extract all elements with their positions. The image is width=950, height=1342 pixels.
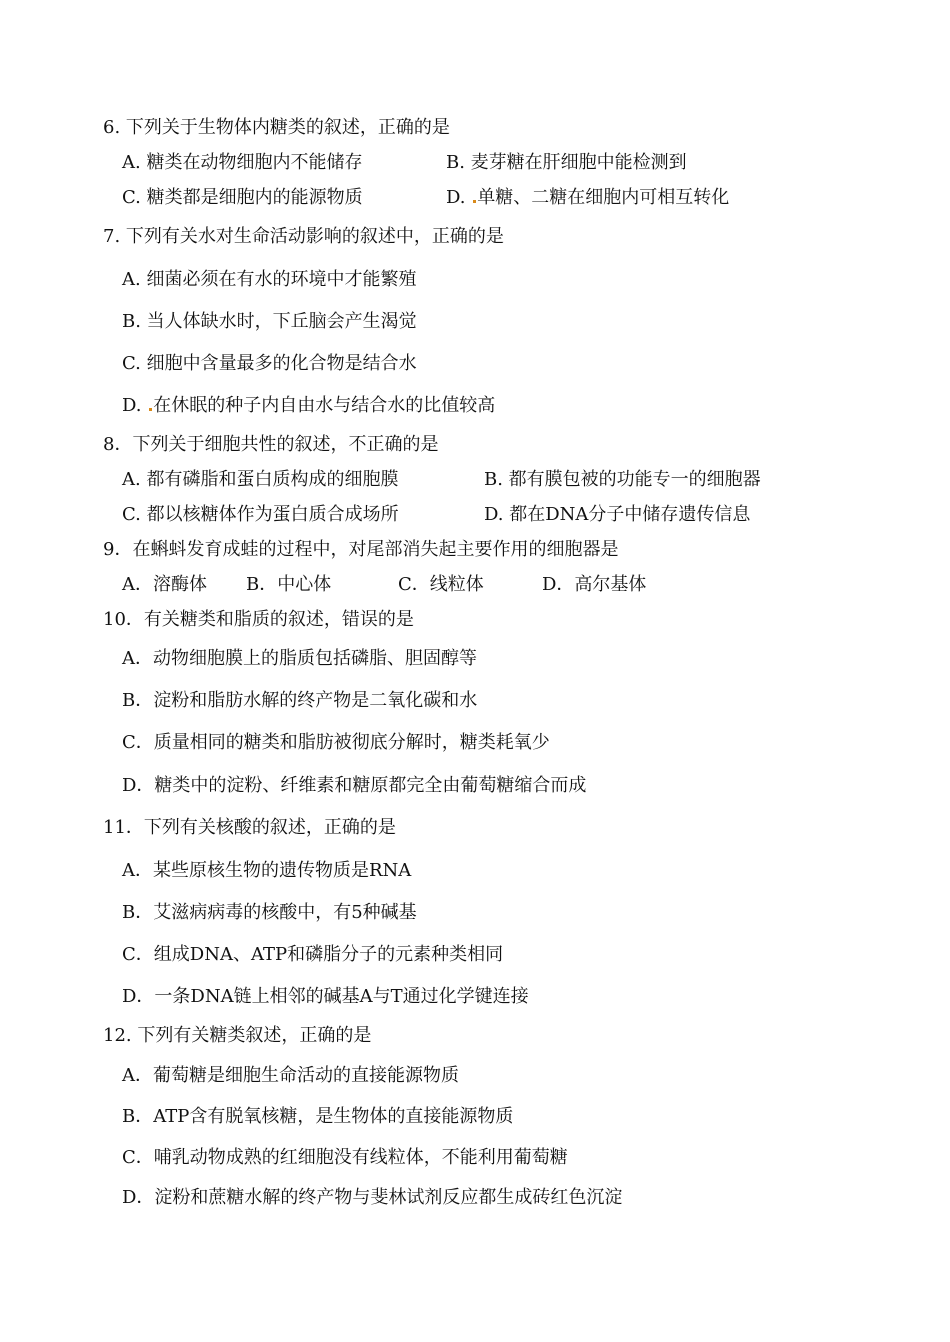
question-6-stem: 6. 下列关于生物体内糖类的叙述，正确的是 bbox=[103, 117, 450, 138]
question-10-option-a: A．动物细胞膜上的脂质包括磷脂、胆固醇等 bbox=[122, 648, 477, 669]
question-11-option-d: D．一条DNA链上相邻的碱基A与T通过化学键连接 bbox=[122, 986, 529, 1007]
question-8-option-a: A. 都有磷脂和蛋白质构成的细胞膜 bbox=[122, 469, 399, 490]
question-6-option-a: A. 糖类在动物细胞内不能储存 bbox=[122, 152, 363, 173]
question-11-option-b: B．艾滋病病毒的核酸中，有5种碱基 bbox=[122, 902, 417, 923]
question-10-option-d: D．糖类中的淀粉、纤维素和糖原都完全由葡萄糖缩合而成 bbox=[122, 775, 587, 796]
question-7-option-a: A. 细菌必须在有水的环境中才能繁殖 bbox=[122, 269, 417, 290]
mark-dot-icon bbox=[473, 200, 476, 203]
question-8-option-c: C. 都以核糖体作为蛋白质合成场所 bbox=[122, 504, 399, 525]
question-8-option-d: D. 都在DNA分子中储存遗传信息 bbox=[484, 504, 751, 525]
question-12-option-a: A．葡萄糖是细胞生命活动的直接能源物质 bbox=[122, 1065, 459, 1086]
question-7-option-b: B. 当人体缺水时，下丘脑会产生渴觉 bbox=[122, 311, 417, 332]
question-7-stem: 7. 下列有关水对生命活动影响的叙述中，正确的是 bbox=[103, 226, 504, 247]
question-9-option-a: A．溶酶体 bbox=[122, 574, 207, 595]
question-11-stem: 11．下列有关核酸的叙述，正确的是 bbox=[103, 817, 396, 838]
question-9-option-c: C．线粒体 bbox=[398, 574, 484, 595]
question-7-option-d-prefix: D. bbox=[122, 395, 142, 416]
question-10-option-c: C．质量相同的糖类和脂肪被彻底分解时，糖类耗氧少 bbox=[122, 732, 550, 753]
question-9-stem: 9．在蝌蚪发育成蛙的过程中，对尾部消失起主要作用的细胞器是 bbox=[103, 539, 619, 560]
question-6-option-b: B. 麦芽糖在肝细胞中能检测到 bbox=[446, 152, 687, 173]
question-10-stem: 10．有关糖类和脂质的叙述，错误的是 bbox=[103, 609, 414, 630]
question-8-stem: 8．下列关于细胞共性的叙述，不正确的是 bbox=[103, 434, 439, 455]
question-6-option-d bbox=[446, 187, 729, 209]
mark-dot-icon bbox=[149, 408, 152, 411]
question-9-option-b: B．中心体 bbox=[246, 574, 332, 595]
question-11-option-c: C．组成DNA、ATP和磷脂分子的元素种类相同 bbox=[122, 944, 504, 965]
question-12-stem: 12. 下列有关糖类叙述，正确的是 bbox=[103, 1025, 372, 1046]
question-9-option-d: D．高尔基体 bbox=[542, 574, 647, 595]
question-10-option-b: B．淀粉和脂肪水解的终产物是二氧化碳和水 bbox=[122, 690, 478, 711]
question-6-option-d-prefix: D. bbox=[446, 187, 466, 208]
question-6-option-c: C. 糖类都是细胞内的能源物质 bbox=[122, 187, 363, 208]
question-12-option-c: C．哺乳动物成熟的红细胞没有线粒体，不能利用葡萄糖 bbox=[122, 1147, 568, 1168]
question-11-option-a: A．某些原核生物的遗传物质是RNA bbox=[122, 860, 412, 881]
question-7-option-c: C. 细胞中含量最多的化合物是结合水 bbox=[122, 353, 417, 374]
question-6-option-d-text: 单糖、二糖在细胞内可相互转化 bbox=[477, 187, 730, 208]
question-7-option-d bbox=[122, 395, 495, 417]
question-12-option-d: D．淀粉和蔗糖水解的终产物与斐林试剂反应都生成砖红色沉淀 bbox=[122, 1187, 623, 1208]
question-12-option-b: B．ATP含有脱氧核糖，是生物体的直接能源物质 bbox=[122, 1106, 514, 1127]
question-7-option-d-text: 在休眠的种子内自由水与结合水的比值较高 bbox=[153, 395, 496, 416]
question-8-option-b: B. 都有膜包被的功能专一的细胞器 bbox=[484, 469, 761, 490]
